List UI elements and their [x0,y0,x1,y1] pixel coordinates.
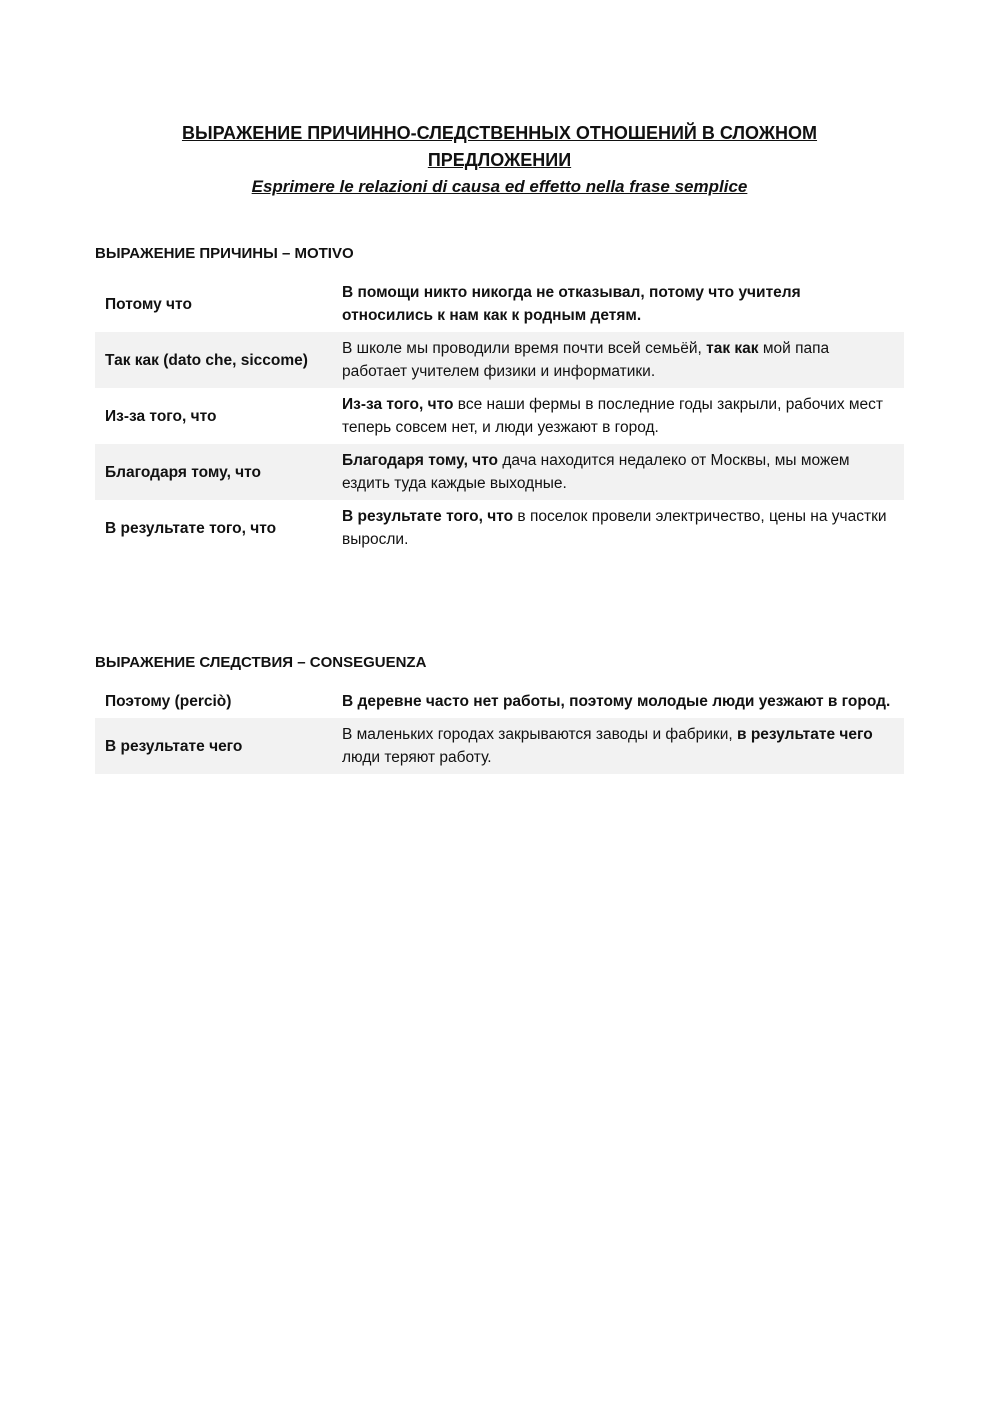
table-row [95,718,904,774]
text-fragment: в поселок провели электричество, цены на участки выросли. [342,508,887,548]
example-sentence [332,718,904,774]
cause-table [95,276,904,556]
table-row [95,276,904,332]
example-sentence [332,332,904,388]
table-row [95,685,904,718]
text-fragment: В школе мы проводили время почти всей семьёй, [342,340,707,357]
title-block [95,120,904,199]
page-title: ВЫРАЖЕНИЕ ПРИЧИННО-СЛЕДСТВЕННЫХ ОТНОШЕНИЙ В СЛОЖНОМ ПРЕДЛОЖЕНИИ [181,123,818,170]
table-row [95,388,904,444]
bold-fragment: Из-за того, что [342,396,454,413]
table-row [95,500,904,556]
page-subtitle: Esprimere le relazioni di causa ed effetto nella frase semplice [251,177,748,196]
consequence-table [95,685,904,774]
bold-fragment: В деревне часто нет работы, поэтому молодые люди уезжают в город. [342,693,891,710]
bold-fragment: В результате того, что [342,508,514,525]
text-fragment: все наши фермы в последние годы закрыли, рабочих мест теперь совсем нет, и люди уезжают в город. [342,396,884,436]
cause-section-heading: ВЫРАЖЕНИЕ ПРИЧИНЫ – MOTIVO [95,245,354,262]
bold-fragment: так как [706,340,759,357]
example-sentence [332,388,904,444]
text-fragment: мой папа работает учителем физики и информатики. [342,340,830,380]
connector-term: В результате того, что [105,519,277,537]
bold-fragment: в результате чего [737,726,873,743]
table-row [95,444,904,500]
connector-term: В результате чего [95,718,332,774]
text-fragment: дача находится недалеко от Москвы, мы можем ездить туда каждые выходные. [342,452,850,492]
example-sentence [332,685,904,718]
consequence-section-heading: ВЫРАЖЕНИЕ СЛЕДСТВИЯ – CONSEGUENZA [95,654,427,671]
connector-term: Из-за того, что [105,407,217,425]
text-fragment: В маленьких городах закрываются заводы и фабрики, [342,726,737,743]
example-sentence [332,276,904,332]
bold-fragment: В помощи никто никогда не отказывал, потому что учителя относились к нам как к родным детям. [342,284,801,324]
connector-term: Так как (dato che, siccome) [95,332,332,388]
connector-term: Потому что [105,295,192,313]
table-row [95,332,904,388]
text-fragment: люди теряют работу. [342,749,492,766]
bold-fragment: Благодаря тому, что [342,452,499,469]
connector-term: Благодаря тому, что [95,444,332,500]
connector-term: Поэтому (perciò) [105,693,232,710]
example-sentence [332,500,904,556]
example-sentence [332,444,904,500]
